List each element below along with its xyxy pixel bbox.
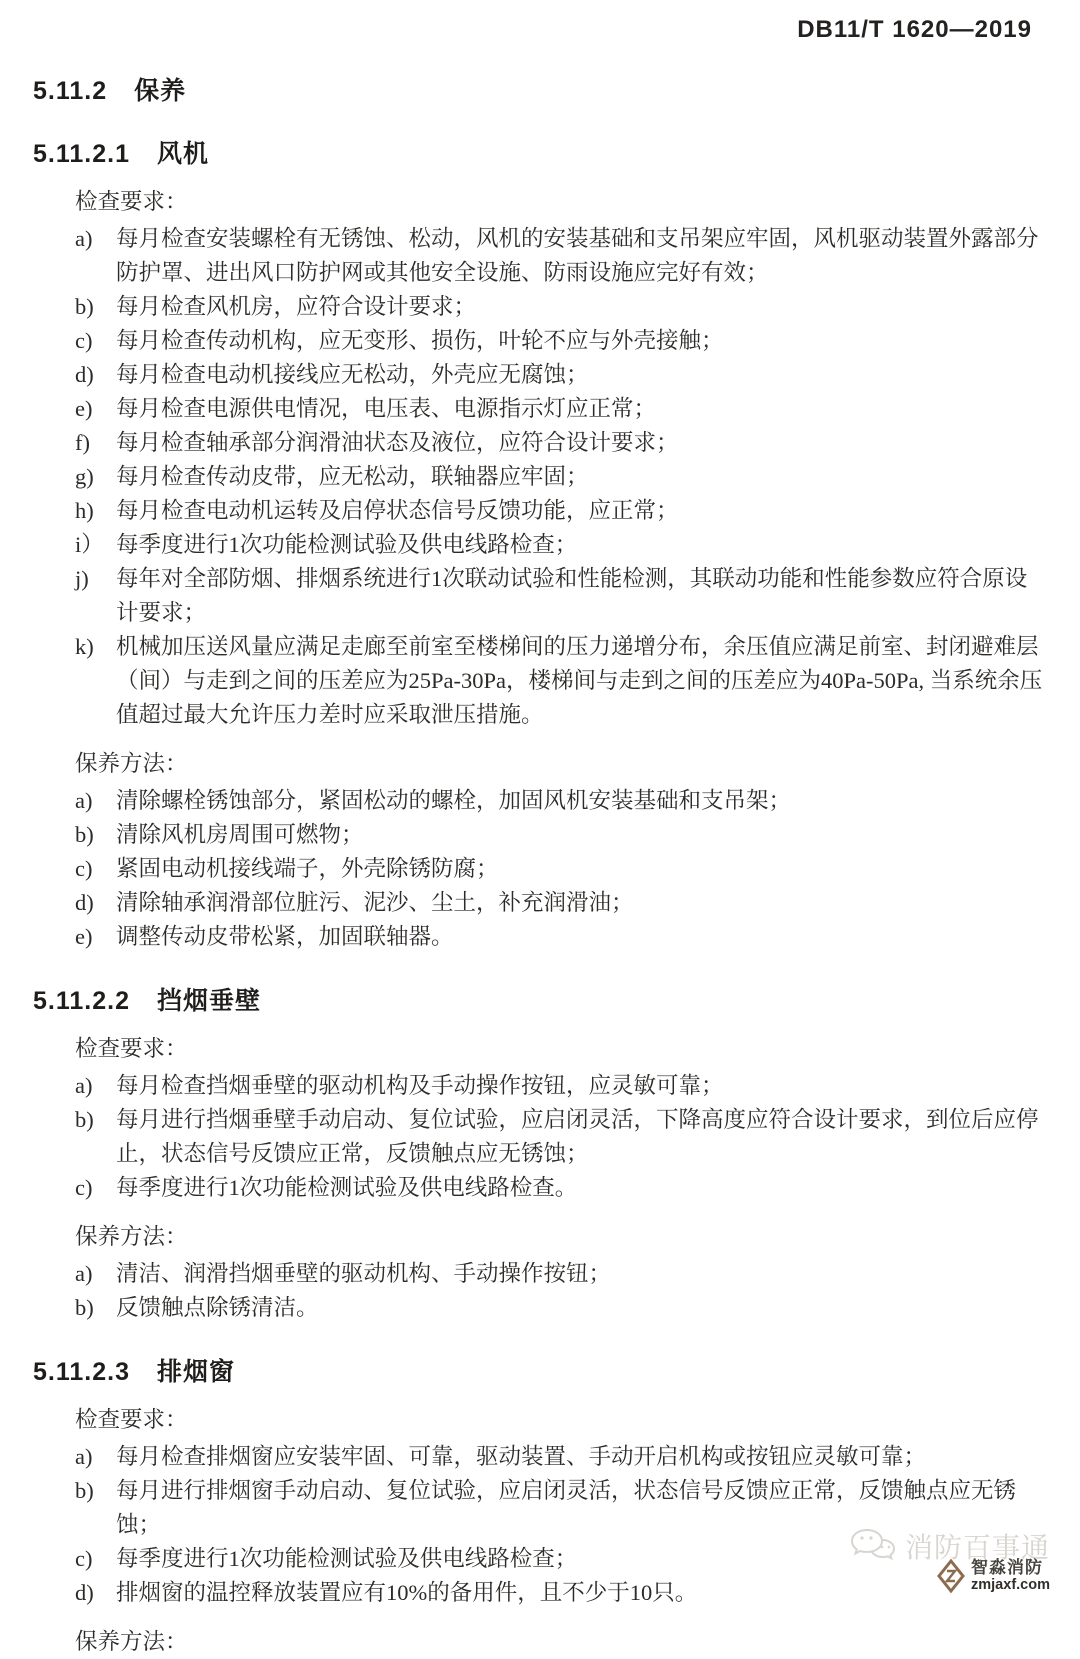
item-text: 反馈触点除锈清洁。 [116, 1295, 319, 1320]
section-title: 风机 [156, 140, 209, 168]
block-label-inspection: 检查要求： [75, 189, 188, 214]
list-item [33, 1171, 1048, 1205]
watermark [849, 1526, 1050, 1594]
item-text: 每月进行排烟窗手动启动、复位试验，应启闭灵活，状态信号反馈应正常，反馈触点应无锈蚀； [116, 1478, 1017, 1537]
item-text: 排烟窗的温控释放装置应有10%的备用件，且不少于10只。 [116, 1580, 698, 1605]
doc-header [33, 0, 1048, 44]
item-marker: c) [75, 328, 93, 353]
list-item [33, 1291, 1048, 1325]
item-marker: b) [75, 1478, 94, 1503]
item-text: 每年对全部防烟、排烟系统进行1次联动试验和性能检测，其联动功能和性能参数应符合原设计要求； [116, 566, 1028, 625]
list-item [33, 852, 1048, 886]
watermark-site-url: zmjaxf.com [971, 1577, 1050, 1593]
item-text: 每月检查传动皮带，应无松动，联轴器应牢固； [116, 464, 589, 489]
item-text: 调整传动皮带松紧，加固联轴器。 [116, 924, 454, 949]
item-marker: a) [75, 1073, 93, 1098]
watermark-brand-dark: 智淼消防 [971, 1558, 1044, 1577]
item-text: 每月检查风机房，应符合设计要求； [116, 294, 477, 319]
list-item [33, 920, 1048, 954]
item-text: 每月检查安装螺栓有无锈蚀、松动，风机的安装基础和支吊架应牢固，风机驱动装置外露部分防护罩、进出风口防护网或其他安全设施、防雨设施应完好有效； [116, 226, 1039, 285]
item-marker: i） [75, 532, 104, 557]
item-marker: c) [75, 1546, 93, 1571]
item-marker: d) [75, 1580, 94, 1605]
item-marker: a) [75, 226, 93, 251]
section-title: 挡烟垂壁 [156, 987, 261, 1015]
watermark-brand-gray: 消防百事通 [904, 1532, 1050, 1563]
item-text: 紧固电动机接线端子，外壳除锈防腐； [116, 856, 499, 881]
section-number: 5.11.2.3 [33, 1358, 130, 1386]
item-marker: k) [75, 634, 94, 659]
item-text: 每季度进行1次功能检测试验及供电线路检查； [116, 1546, 578, 1571]
list-item [33, 290, 1048, 324]
item-text: 清除风机房周围可燃物； [116, 822, 364, 847]
list-item [33, 1257, 1048, 1291]
item-marker: c) [75, 856, 93, 881]
list-item [33, 818, 1048, 852]
list-item [33, 460, 1048, 494]
item-text: 清除轴承润滑部位脏污、泥沙、尘土，补充润滑油； [116, 890, 634, 915]
item-text: 每月进行挡烟垂壁手动启动、复位试验，应启闭灵活，下降高度应符合设计要求，到位后应停止，状态信号反馈应正常，反馈触点应无锈蚀； [116, 1107, 1039, 1166]
list-item [33, 358, 1048, 392]
list-item [33, 324, 1048, 358]
list-item [33, 528, 1048, 562]
section-heading-5-11-2 [33, 71, 1048, 107]
block-label-maintenance: 保养方法： [75, 1629, 188, 1654]
item-text: 每季度进行1次功能检测试验及供电线路检查。 [116, 1175, 578, 1200]
item-text: 每月检查轴承部分润滑油状态及液位，应符合设计要求； [116, 430, 679, 455]
item-marker: d) [75, 890, 94, 915]
section-title: 排烟窗 [156, 1358, 235, 1386]
list-item [33, 630, 1048, 732]
section-number: 5.11.2.2 [33, 987, 130, 1015]
item-marker: j) [75, 566, 89, 591]
list-item [33, 562, 1048, 630]
item-marker: e) [75, 924, 93, 949]
list-item [33, 1103, 1048, 1171]
item-text: 每月检查传动机构，应无变形、损伤，叶轮不应与外壳接触； [116, 328, 724, 353]
item-text: 清除螺栓锈蚀部分，紧固松动的螺栓，加固风机安装基础和支吊架； [116, 788, 792, 813]
item-text: 每月检查电动机运转及启停状态信号反馈功能，应正常； [116, 498, 679, 523]
block-label-maintenance: 保养方法： [75, 751, 188, 776]
wechat-bubbles-icon [849, 1527, 897, 1565]
block-label-inspection: 检查要求： [75, 1036, 188, 1061]
list-item [33, 392, 1048, 426]
item-marker: h) [75, 498, 94, 523]
list-item [33, 494, 1048, 528]
item-text: 每月检查电源供电情况，电压表、电源指示灯应正常； [116, 396, 657, 421]
item-marker: b) [75, 294, 94, 319]
zhimiao-logo-icon [936, 1558, 966, 1594]
item-marker: a) [75, 788, 93, 813]
list-item [33, 784, 1048, 818]
list-item [33, 222, 1048, 290]
list-item [33, 1069, 1048, 1103]
list-item [33, 1440, 1048, 1474]
section-title: 保养 [134, 77, 187, 105]
item-marker: b) [75, 1107, 94, 1132]
section-heading-5-11-2-1 [33, 134, 1048, 170]
item-text: 每季度进行1次功能检测试验及供电线路检查； [116, 532, 578, 557]
item-marker: a) [75, 1444, 93, 1469]
item-marker: b) [75, 822, 94, 847]
item-text: 每月检查挡烟垂壁的驱动机构及手动操作按钮，应灵敏可靠； [116, 1073, 724, 1098]
item-marker: a) [75, 1261, 93, 1286]
item-marker: e) [75, 396, 93, 421]
section-number: 5.11.2.1 [33, 140, 130, 168]
item-text: 每月检查电动机接线应无松动，外壳应无腐蚀； [116, 362, 589, 387]
item-marker: b) [75, 1295, 94, 1320]
block-label-maintenance: 保养方法： [75, 1224, 188, 1249]
item-marker: d) [75, 362, 94, 387]
item-text: 每月检查排烟窗应安装牢固、可靠，驱动装置、手动开启机构或按钮应灵敏可靠； [116, 1444, 927, 1469]
item-text: 清洁、润滑挡烟垂壁的驱动机构、手动操作按钮； [116, 1261, 612, 1286]
section-number: 5.11.2 [33, 77, 108, 105]
item-marker: f) [75, 430, 90, 455]
doc-code: DB11/T 1620—2019 [797, 16, 1032, 43]
item-marker: c) [75, 1175, 93, 1200]
item-text: 机械加压送风量应满足走廊至前室至楼梯间的压力递增分布，余压值应满足前室、封闭避难层（间）与走到之间的压差应为25Pa-30Pa，楼梯间与走到之间的压差应为40Pa-50Pa, 当系统余压值超过最大允许压力差时应采取泄压措施。 [116, 634, 1043, 727]
list-item [33, 426, 1048, 460]
section-heading-5-11-2-3 [33, 1352, 1048, 1388]
watermark-dark-text [971, 1559, 1050, 1593]
list-item [33, 886, 1048, 920]
block-label-inspection: 检查要求： [75, 1407, 188, 1432]
section-heading-5-11-2-2 [33, 981, 1048, 1017]
item-marker: g) [75, 464, 94, 489]
